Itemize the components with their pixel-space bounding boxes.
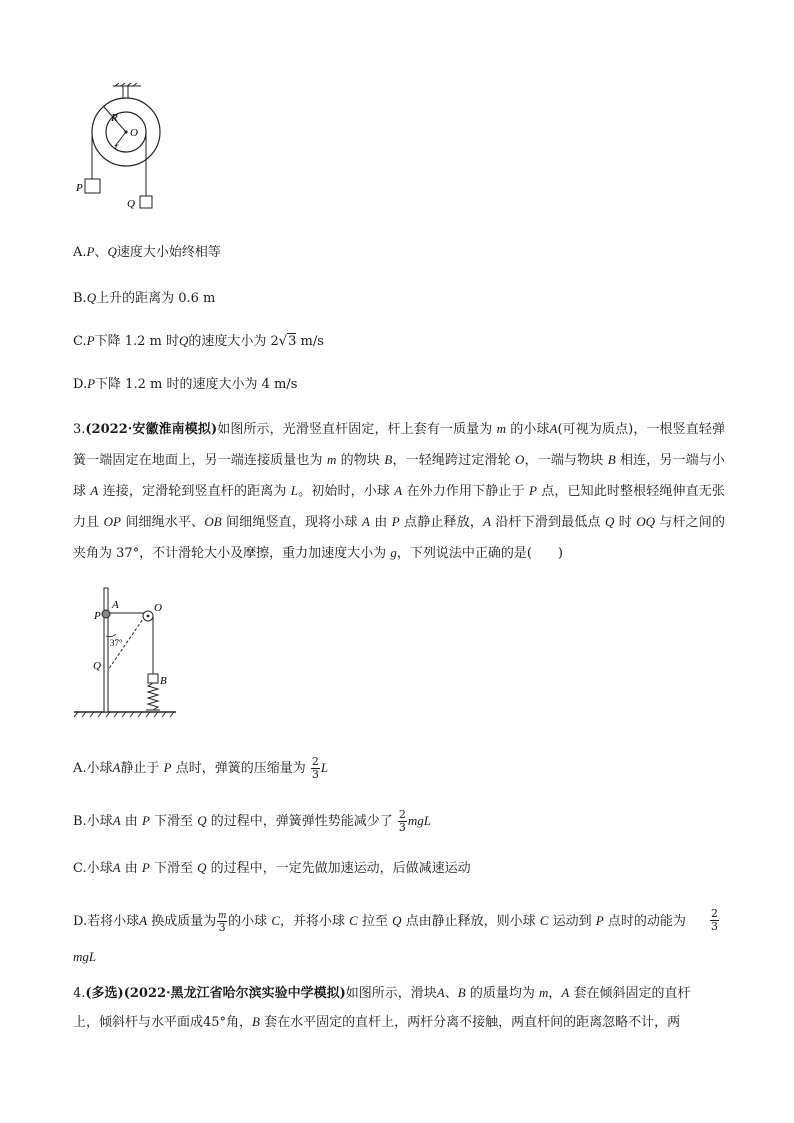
q2-option-d: D.P下降 1.2 m 时的速度大小为 4 m/s bbox=[73, 376, 298, 392]
fraction-two-thirds: $\frac{2}{3}$ bbox=[398, 808, 406, 834]
vertical-rod bbox=[104, 588, 108, 712]
label-B: B bbox=[160, 675, 167, 687]
label-P: P bbox=[94, 610, 101, 622]
label-r: r bbox=[115, 141, 119, 151]
label-Q: Q bbox=[93, 660, 101, 672]
figure-pulley-wheel bbox=[75, 83, 165, 213]
q3-option-d-cont: mgL bbox=[73, 949, 97, 964]
q2-option-a: A.P、Q速度大小始终相等 bbox=[73, 244, 221, 260]
label-O: O bbox=[130, 127, 138, 139]
fraction-m-thirds: $\frac{m}{3}$ bbox=[218, 909, 227, 934]
q3-stem: 3.(2022·安徽淮南模拟)如图所示，光滑竖直杆固定，杆上套有一质量为 m 的小球A(可视为质点)，一根竖直轻弹簧一端固定在地面上，另一端连接质量也为 m 的物块 B，一轻绳跨过定滑轮 O，一端与物块 B 相连，另一端与小球 A 连接，定滑轮到竖直杆的距离为 L。初始时，小球 A 在外力作用下静止于 P 点，已知此时整根轻绳伸直无张力且 OP 间细绳水平、OB 间细绳竖直，现将小球 A 由 P 点静止释放，A 沿杆下滑到最低点 Q 时 OQ 与杆之间的夹角为 37°，不计滑轮大小及摩擦，重力加速度大小为 g，下列说法中正确的是( ) bbox=[73, 421, 725, 561]
q3-option-c: C.小球A 由 P 下滑至 Q 的过程中，一定先做加速运动，后做减速运动 bbox=[73, 860, 471, 876]
pulley-axle bbox=[147, 615, 150, 618]
block-B bbox=[148, 674, 158, 683]
label-R: R bbox=[111, 112, 118, 124]
block-Q bbox=[140, 196, 152, 208]
q2-option-b: B.Q上升的距离为 0.6 m bbox=[73, 290, 216, 306]
block-P bbox=[85, 179, 100, 193]
q3-option-b: B.小球A 由 P 下滑至 Q 的过程中，弹簧弹性势能减少了 $\frac{2}{3}$ mgL bbox=[73, 808, 431, 834]
q2-option-c: C.P下降 1.2 m 时Q的速度大小为 2√3 m/s bbox=[73, 333, 324, 349]
figure-rod-pulley-spring bbox=[72, 586, 184, 718]
q4-line-2: 上，倾斜杆与水平面成45°角，B 套在水平固定的直杆上，两杆分离不接触，两直杆间的距离忽略不计，两 bbox=[73, 1014, 681, 1030]
label-Q: Q bbox=[127, 198, 135, 210]
label-O: O bbox=[154, 602, 162, 614]
fraction-two-thirds: $\frac{2}{3}$ bbox=[711, 907, 718, 933]
spring bbox=[148, 683, 158, 710]
fraction-two-thirds: $\frac{2}{3}$ bbox=[311, 755, 319, 781]
q3-option-a: A.小球A静止于 P 点时，弹簧的压缩量为 $\frac{2}{3}$ L bbox=[73, 755, 329, 781]
ball-A bbox=[102, 610, 110, 618]
angle-label: 37° bbox=[110, 638, 123, 648]
q4-line-1: 4.(多选)(2022·黑龙江省哈尔滨实验中学模拟)如图所示，滑块A、B 的质量均为 m，A 套在倾斜固定的直杆 bbox=[73, 985, 691, 1001]
label-A: A bbox=[112, 599, 119, 611]
ground bbox=[74, 712, 176, 717]
q3-option-d: D.若将小球A 换成质量为 $\frac{m}{3}$ 的小球 C，并将小球 C 拉至 Q 点由静止释放，则小球 C 运动到 P 点时的动能为 $\frac{2}{3}$ bbox=[73, 907, 718, 934]
label-P: P bbox=[76, 182, 83, 194]
